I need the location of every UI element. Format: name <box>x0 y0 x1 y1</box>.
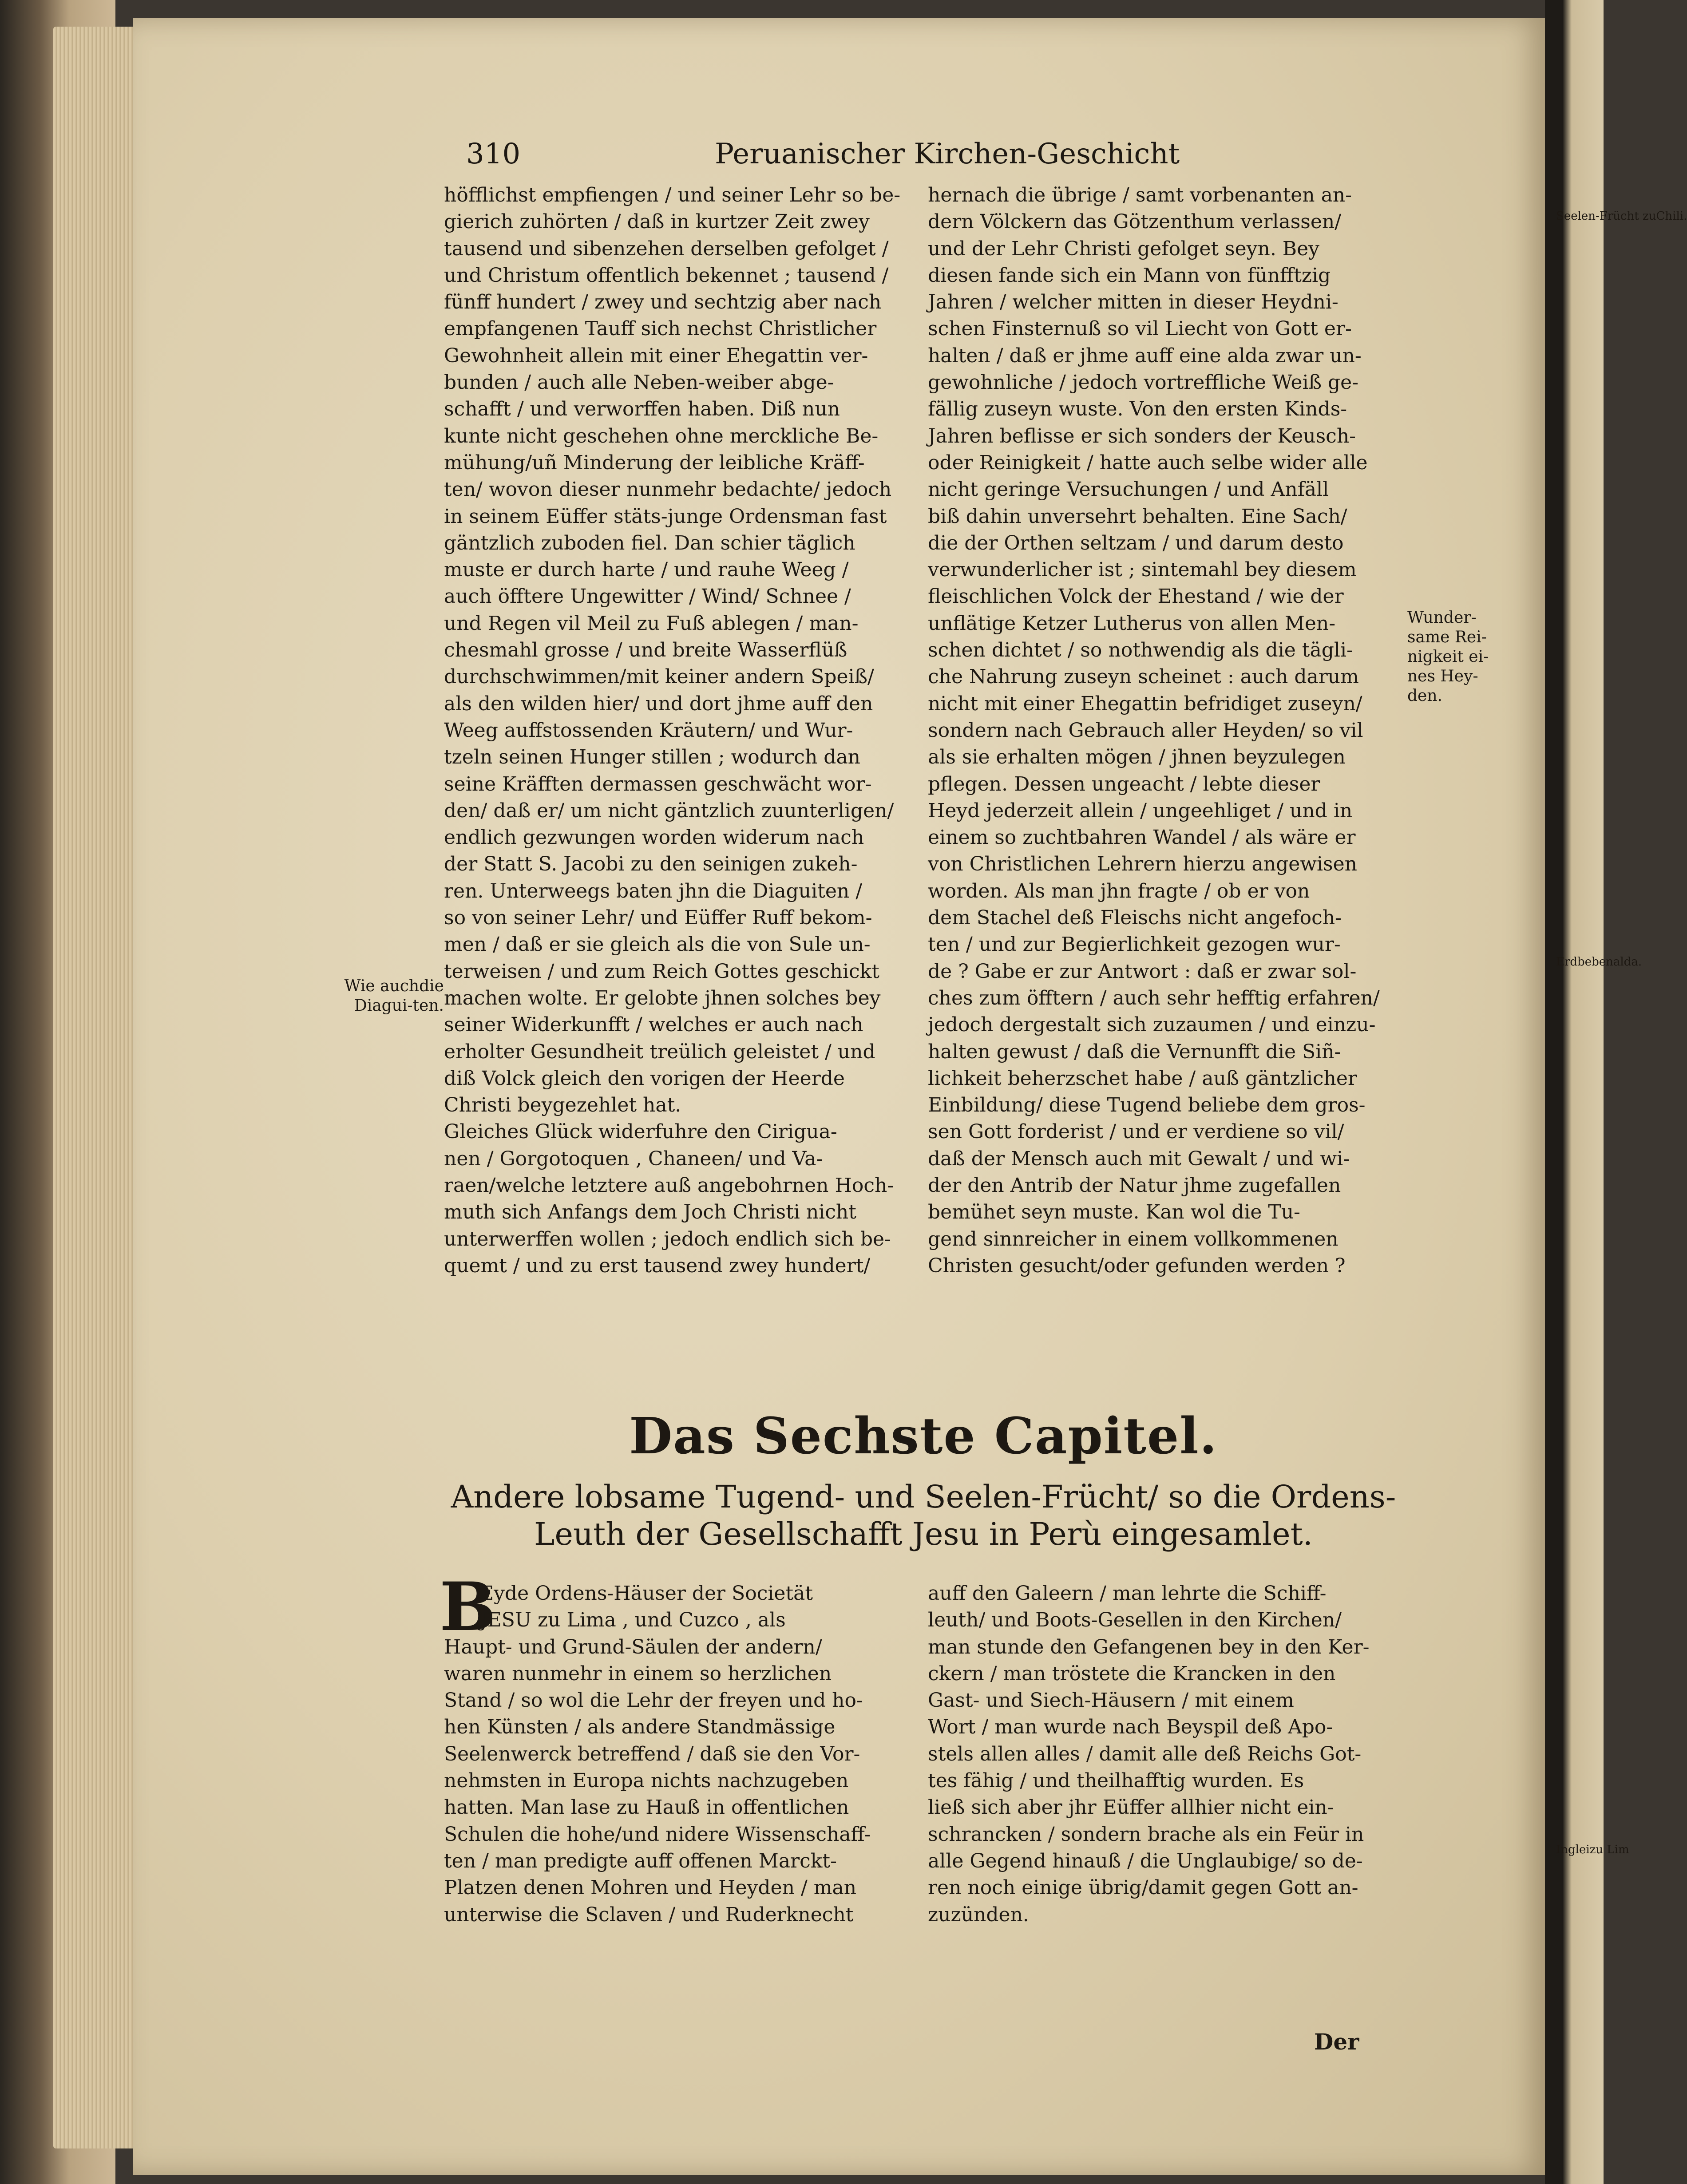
text-line: chesmahl grosse / und breite Wasserflüß <box>444 639 847 662</box>
text-line: Schulen die hohe/und nidere Wissenschaff- <box>444 1823 871 1846</box>
facing-margin-note-3 <box>1556 1842 1629 1857</box>
text-line: so von seiner Lehr/ und Eüffer Ruff bekom- <box>444 906 872 930</box>
text-line: von Christlichen Lehrern hierzu angewisen <box>928 853 1358 876</box>
text-line: tausend und sibenzehen derselben gefolget / <box>444 237 889 260</box>
text-line: men / daß er sie gleich als die von Sule un- <box>444 933 871 956</box>
text-line: nes Hey- <box>1407 667 1478 685</box>
text-line: mühung/uñ Minderung der leibliche Kräff- <box>444 451 865 474</box>
text-line: und Regen vil Meil zu Fuß ablegen / man- <box>444 612 859 635</box>
text-line: machen wolte. Er gelobte jhnen solches bey <box>444 986 881 1009</box>
text-line: seiner Widerkunfft / welches er auch nach <box>444 1013 863 1037</box>
text-line: als den wilden hier/ und dort jhme auff den <box>444 692 873 715</box>
text-line: durchschwimmen/mit keiner andern Speiß/ <box>444 665 874 688</box>
text-line: ten / und zur Begierlichkeit gezogen wur- <box>928 933 1341 956</box>
left-column-top <box>444 182 915 1372</box>
text-line: JESU zu Lima , und Cuzco , als <box>479 1609 786 1632</box>
text-line: verwunderlicher ist ; sintemahl bey diesem <box>928 558 1357 582</box>
text-line: kunte nicht geschehen ohne merckliche Be- <box>444 424 879 447</box>
text-line: Eyde Ordens-Häuser der Societät <box>479 1582 813 1605</box>
running-header <box>466 133 1221 182</box>
text-line: fällig zuseyn wuste. Von den ersten Kinds- <box>928 398 1347 421</box>
running-title: Peruanischer Kirchen-Geschicht <box>715 138 1180 170</box>
text-line: man stunde den Gefangenen bey in den Ker- <box>928 1635 1370 1658</box>
text-line: Seelen- <box>1556 210 1600 223</box>
text-line: Wie auch <box>344 977 420 995</box>
text-line: Wort / man wurde nach Beyspil deß Apo- <box>928 1716 1333 1739</box>
drop-cap: B <box>440 1568 496 1646</box>
text-line: Stand / so wol die Lehr der freyen und ho- <box>444 1689 863 1712</box>
text-line: der den Antrib der Natur jhme zugefallen <box>928 1174 1341 1197</box>
text-line: der Statt S. Jacobi zu den seinigen zukeh- <box>444 853 858 876</box>
text-line: nigkeit ei- <box>1407 648 1489 666</box>
text-line: halten gewust / daß die Vernunfft die Siñ- <box>928 1040 1341 1063</box>
text-line: muste er durch harte / und rauhe Weeg / <box>444 558 849 582</box>
text-line: bemühet seyn muste. Kan wol die Tu- <box>928 1201 1300 1224</box>
text-line: seine Kräfften dermassen geschwächt wor- <box>444 772 872 795</box>
text-line: Jahren / welcher mitten in dieser Heydni- <box>928 291 1339 314</box>
text-line: leuth/ und Boots-Gesellen in den Kirchen/ <box>928 1609 1342 1632</box>
text-line: in seinem Eüffer stäts-junge Ordensman fast <box>444 505 887 528</box>
text-line: unflätige Ketzer Lutherus von allen Men- <box>928 612 1336 635</box>
text-line: Einbildung/ diese Tugend beliebe dem gros- <box>928 1094 1366 1117</box>
text-line: sondern nach Gebrauch aller Heyden/ so vil <box>928 719 1363 742</box>
text-line: nicht geringe Versuchungen / und Anfäll <box>928 478 1329 501</box>
text-line: Gleiches Glück widerfuhre den Cirigua- <box>444 1120 837 1143</box>
text-line: dern Völckern das Götzenthum verlassen/ <box>928 210 1342 233</box>
text-line: nicht mit einer Ehegattin befridiget zuseyn/ <box>928 692 1362 715</box>
text-line: diesen fande sich ein Mann von fünfftzig <box>928 264 1331 287</box>
margin-note-right <box>1407 608 1509 706</box>
left-column-bottom <box>444 1580 915 2038</box>
facing-margin-note-2 <box>1556 954 1642 969</box>
text-line: zuzünden. <box>928 1903 1029 1926</box>
text-line: Chili. <box>1656 210 1687 223</box>
text-line: unterwise die Sclaven / und Ruderknecht <box>444 1903 854 1926</box>
text-line: ließ sich aber jhr Eüffer allhier nicht ein- <box>928 1796 1334 1819</box>
text-line: terweisen / und zum Reich Gottes geschickt <box>444 960 879 983</box>
text-line: Jahren beflisse er sich sonders der Keusch- <box>928 424 1356 447</box>
page-number: 310 <box>466 138 521 170</box>
chapter-title: Das Sechste Capitel. <box>629 1407 1218 1465</box>
text-line: ten. <box>412 997 444 1015</box>
text-line: tes fähig / und theilhafftig wurden. Es <box>928 1769 1304 1792</box>
text-line: schrancken / sondern brache als ein Feür in <box>928 1823 1364 1846</box>
text-line: ren noch einige übrig/damit gegen Gott an- <box>928 1876 1358 1899</box>
margin-note-left <box>324 977 444 1016</box>
text-line: die Diagui- <box>354 977 444 1015</box>
text-line: zu Lim <box>1589 1843 1629 1856</box>
text-line: Weeg auffstossenden Kräutern/ und Wur- <box>444 719 853 742</box>
text-line: Platzen denen Mohren und Heyden / man <box>444 1876 857 1899</box>
text-line: hen Künsten / als andere Standmässige <box>444 1716 836 1739</box>
text-line: den/ daß er/ um nicht gäntzlich zuunterligen/ <box>444 799 894 822</box>
text-line: ches zum öfftern / auch sehr hefftig erfahren/ <box>928 986 1380 1009</box>
text-line: jedoch dergestalt sich zuzaumen / und einzu- <box>928 1013 1376 1037</box>
text-line: daß der Mensch auch mit Gewalt / und wi- <box>928 1147 1350 1170</box>
chapter-subtitle-line-1: Andere lobsame Tugend- und Seelen-Frücht/ so die Ordens- <box>451 1479 1396 1515</box>
chapter-subtitle-line-2: Leuth der Gesellschafft Jesu in Perù eingesamlet. <box>534 1516 1313 1552</box>
text-line: halten / daß er jhme auff eine alda zwar un- <box>928 344 1362 367</box>
text-line: stels allen alles / damit alle deß Reichs Got- <box>928 1742 1362 1765</box>
text-line: höfflichst empfiengen / und seiner Lehr so be- <box>444 184 901 206</box>
text-line: Inglei <box>1556 1843 1590 1856</box>
text-line: Heyd jederzeit allein / ungeehliget / und in <box>928 799 1353 822</box>
text-line: fleischlichen Volck der Ehestand / wie der <box>928 585 1344 608</box>
text-line: endlich gezwungen worden widerum nach <box>444 826 864 849</box>
text-line: schen Finsternuß so vil Liecht von Gott er- <box>928 317 1352 340</box>
text-line: biß dahin unversehrt behalten. Eine Sach/ <box>928 505 1347 528</box>
text-line: nen / Gorgotoquen , Chaneen/ und Va- <box>444 1147 823 1170</box>
text-line: muth sich Anfangs dem Joch Christi nicht <box>444 1201 856 1224</box>
facing-margin-note-1 <box>1556 209 1687 224</box>
text-line: die der Orthen seltzam / und darum desto <box>928 531 1344 554</box>
text-line: tzeln seinen Hunger stillen ; wodurch dan <box>444 746 861 769</box>
text-line: und Christum offentlich bekennet ; tausend / <box>444 264 889 287</box>
text-line: und der Lehr Christi gefolget seyn. Bey <box>928 237 1320 260</box>
text-line: ten/ wovon dieser nunmehr bedachte/ jedoch <box>444 478 892 501</box>
text-line: quemt / und zu erst tausend zwey hundert/ <box>444 1254 871 1277</box>
text-line: diß Volck gleich den vorigen der Heerde <box>444 1067 845 1090</box>
text-line: ckern / man tröstete die Krancken in den <box>928 1662 1336 1685</box>
text-line: Gewohnheit allein mit einer Ehegattin ver- <box>444 344 868 367</box>
text-line: auch öfftere Ungewitter / Wind/ Schnee / <box>444 585 851 608</box>
text-line: Christen gesucht/oder gefunden werden ? <box>928 1254 1346 1277</box>
catchword: Der <box>1314 2029 1359 2055</box>
text-line: schen dichtet / so nothwendig als die tägli- <box>928 639 1353 662</box>
text-line: same Rei- <box>1407 628 1487 646</box>
right-column-top <box>928 182 1398 1372</box>
text-line: Seelenwerck betreffend / daß sie den Vor- <box>444 1742 860 1765</box>
text-line: auff den Galeern / man lehrte die Schiff- <box>928 1582 1327 1605</box>
text-line: oder Reinigkeit / hatte auch selbe wider alle <box>928 451 1368 474</box>
text-line: gewohnliche / jedoch vortreffliche Weiß ge- <box>928 371 1359 394</box>
text-line: sen Gott forderist / und er verdiene so vil/ <box>928 1120 1344 1143</box>
text-line: fünff hundert / zwey und sechtzig aber nach <box>444 291 882 314</box>
text-line: hatten. Man lase zu Hauß in offentlichen <box>444 1796 849 1819</box>
text-line: ren. Unterweegs baten jhn die Diaguiten / <box>444 879 863 902</box>
text-line: dem Stachel deß Fleischs nicht angefoch- <box>928 906 1342 930</box>
text-line: pflegen. Dessen ungeacht / lebte dieser <box>928 772 1320 795</box>
text-line: alle Gegend hinauß / die Unglaubige/ so de- <box>928 1849 1363 1872</box>
text-line: hernach die übrige / samt vorbenanten an- <box>928 184 1352 206</box>
text-line: ten / man predigte auff offenen Marckt- <box>444 1849 837 1872</box>
text-line: nehmsten in Europa nichts nachzugeben <box>444 1769 849 1792</box>
text-line: Erdbeben <box>1556 955 1613 969</box>
text-line: schafft / und verworffen haben. Diß nun <box>444 398 840 421</box>
text-line: de ? Gabe er zur Antwort : daß er zwar sol- <box>928 960 1357 983</box>
text-line: Gast- und Siech-Häusern / mit einem <box>928 1689 1294 1712</box>
text-line: lichkeit beherzschet habe / auß gäntzlicher <box>928 1067 1357 1090</box>
text-line: als sie erhalten mögen / jhnen beyzulegen <box>928 746 1346 769</box>
text-line: gäntzlich zuboden fiel. Dan schier täglich <box>444 531 855 554</box>
text-line: erholter Gesundheit treülich geleistet / und <box>444 1040 875 1063</box>
text-line: worden. Als man jhn fragte / ob er von <box>928 879 1310 902</box>
text-line: gend sinnreicher in einem vollkommenen <box>928 1227 1339 1250</box>
text-line: den. <box>1407 687 1442 705</box>
text-line: gierich zuhörten / daß in kurtzer Zeit zwey <box>444 210 870 233</box>
text-line: che Nahrung zuseyn scheinet : auch darum <box>928 665 1359 688</box>
chapter-subtitle <box>444 1478 1403 1553</box>
text-line: alda. <box>1613 955 1642 969</box>
text-line: Christi beygezehlet hat. <box>444 1094 681 1117</box>
text-line: waren nunmehr in einem so herzlichen <box>444 1662 832 1685</box>
text-line: empfangenen Tauff sich nechst Christlicher <box>444 317 877 340</box>
text-line: bunden / auch alle Neben-weiber abge- <box>444 371 834 394</box>
text-line: unterwerffen wollen ; jedoch endlich sich be- <box>444 1227 891 1250</box>
text-line: Frücht zu <box>1599 210 1656 223</box>
right-column-bottom <box>928 1580 1398 2038</box>
text-line: Haupt- und Grund-Säulen der andern/ <box>444 1635 822 1658</box>
text-line: raen/welche letztere auß angebohrnen Hoch- <box>444 1174 894 1197</box>
text-line: einem so zuchtbahren Wandel / als wäre er <box>928 826 1356 849</box>
text-line: Wunder- <box>1407 609 1477 627</box>
